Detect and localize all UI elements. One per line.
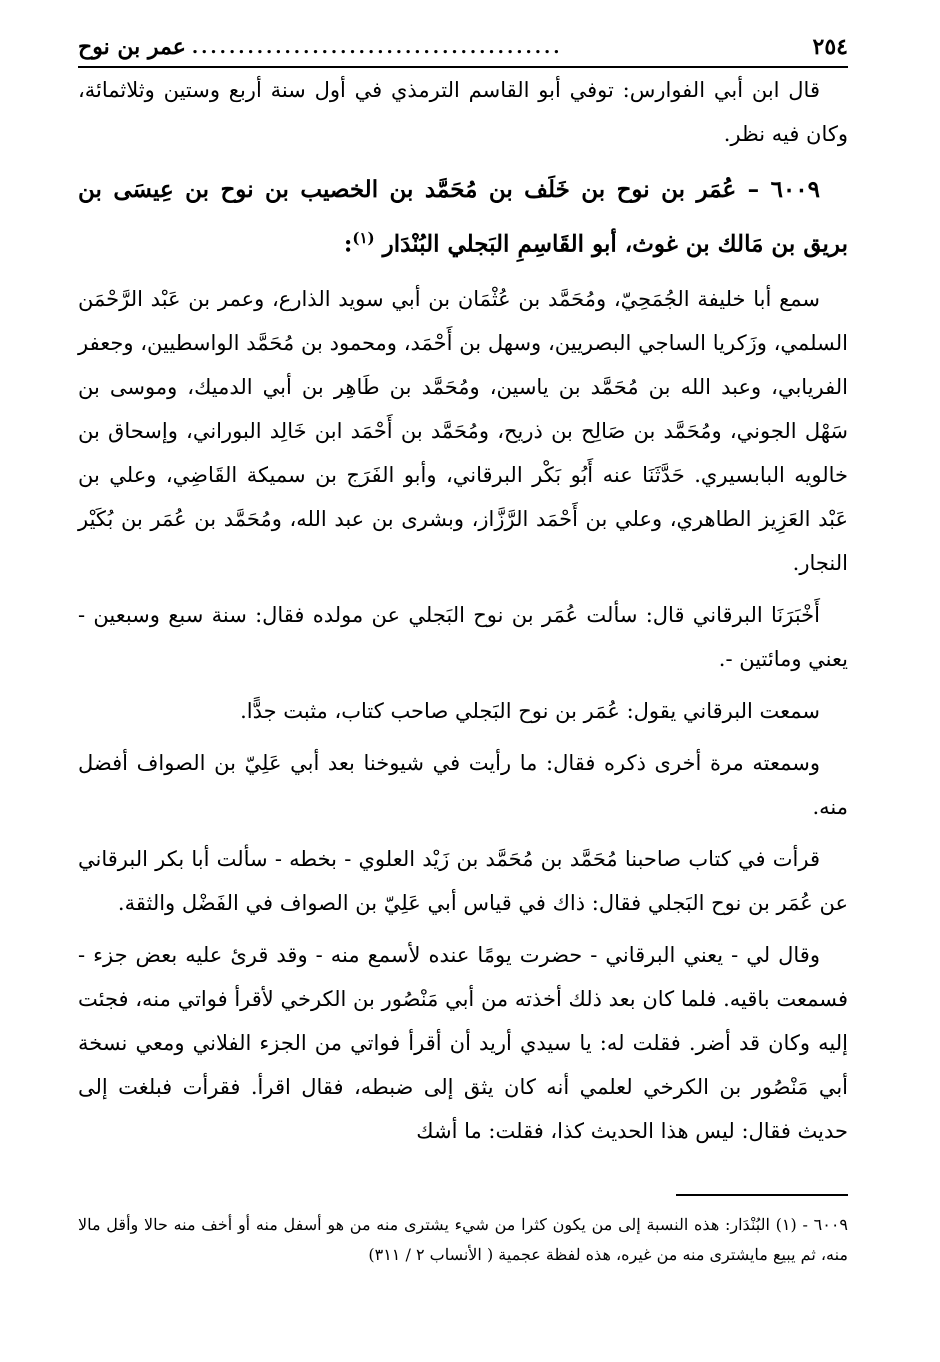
footnote-divider — [676, 1194, 848, 1196]
paragraph-previous-entry-end: قال ابن أبي الفوارس: توفي أبو القاسم الترمذي في أول سنة أربع وستين وثلاثمائة، وكان فيه نظر. — [78, 78, 848, 146]
entry-dash: – — [747, 176, 760, 203]
paragraph-reliability: سمعت البرقاني يقول: عُمَر بن نوح البَجلي صاحب كتاب، مثبت جدًّا. — [240, 698, 820, 723]
running-header — [78, 30, 848, 68]
paragraph-birth-year: أَخْبَرَنَا البرقاني قال: سألت عُمَر بن نوح البَجلي عن مولده فقال: سنة سبع وسبعين - يعني ومائتين -. — [78, 602, 848, 671]
paragraph-praise: وسمعته مرة أخرى ذكره فقال: ما رأيت في شيوخنا بعد أبي عَلِيّ بن الصواف أفضل منه. — [78, 750, 848, 819]
entry-title: عُمَر بن نوح بن خَلَف بن مُحَمَّد بن الخصيب بن نوح بن عِيسَى بن بريق بن مَالك بن غوث، أبو القَاسِمِ البَجلي البُنْدَار — [78, 176, 848, 258]
footnotes — [78, 1210, 848, 1270]
header-title-group — [78, 34, 563, 60]
entry-colon: : — [343, 230, 353, 258]
paragraph-teachers-students: سمع أبا خليفة الجُمَحِيّ، ومُحَمَّد بن عُثْمَان بن أبي سويد الذارع، وعمر بن عَبْد الرَّحْمَن السلمي، وزَكريا الساجي البصريين، وسهل بن أَحْمَد، ومحمود بن مُحَمَّد الواسطيين، وجعفر الفريابي، وعبد الله بن مُحَمَّد بن ياسين، ومُحَمَّد بن طَاهِر بن أبي الدميك، وموسى بن سَهْل الجوني، ومُحَمَّد بن صَالِح بن ذريح، ومُحَمَّد بن أَحْمَد ابن خَالِد البوراني، وإسحاق بن خالويه البابسيري. حَدَّثَنَا عنه أَبُو بَكْر البرقاني، وأبو الفَرَج بن سميكة القَاضِي، وعلي بن عَبْد العَزِيز الطاهري، وعلي بن أَحْمَد الرَّزَّاز، وبشرى بن عبد الله، ومُحَمَّد بن عُمَر بن بُكَيْر النجار. — [78, 286, 848, 575]
page-number: ٢٥٤ — [812, 34, 848, 60]
page-body — [78, 68, 848, 1153]
header-dot-leader: ........................................ — [191, 36, 563, 58]
entry-number: ٦٠٠٩ — [770, 176, 820, 203]
running-title: عمر بن نوح — [78, 34, 186, 60]
paragraph-alawi-note: قرأت في كتاب صاحبنا مُحَمَّد بن مُحَمَّد بن زَيْد العلوي - بخطه - سألت أبا بكر البرقاني عن عُمَر بن نوح البَجلي فقال: ذاك في قياس أبي عَلِيّ بن الصواف في الفَضْل والثقة. — [78, 846, 848, 915]
footnote-ref: (١) — [352, 229, 375, 247]
entry-heading — [78, 166, 848, 269]
paragraph-anecdote: وقال لي - يعني البرقاني - حضرت يومًا عنده لأسمع منه - وقد قرئ عليه بعض جزء - فسمعت باقيه. فلما كان بعد ذلك أخذته من أبي مَنْصُور بن الكرخي لأقرأ فواتي منه، فجئت إليه وكان قد أضر. فقلت له: يا سيدي أريد أن أقرأ فواتي من الجزء الفلاني ومعي نسخة أبي مَنْصُور بن الكرخي لعلمي أنه كان يثق إلى ضبطه، فقال اقرأ. فقرأت فبلغت إلى حديث فقال: ليس هذا الحديث كذا، فقلت: ما أشك — [78, 942, 848, 1143]
footnote-item: ٦٠٠٩ - (١) البُنْدَار: هذه النسبة إلى من يكون كثرا من شيء يشترى منه من هو أسفل منه أو أخف منه حالا وأقل مالا منه، ثم يبيع مايشترى منه من غيره، هذه لفظة عجمية ( الأنساب ٢ / ٣١١) — [78, 1215, 849, 1264]
